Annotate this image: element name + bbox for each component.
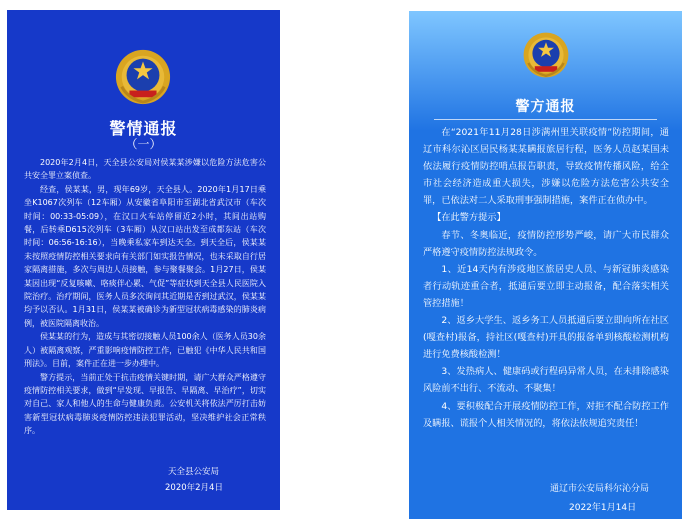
right-paragraph: 在“2021年11月28日涉满州里关联疫情”防控期间，通辽市科尔沁区居民杨某某瞒报旅居行程，医务人员赵某国未依法履行疫情防控哨点报告职责，导致疫情传播风险，给全市社会经济造成重大损失，涉嫌以危险方法危害公共安全罪，已依法对二人采取刑事强制措施，案件正在侦办中。: [423, 127, 669, 207]
right-paragraph: 3、发热病人、健康码或行程码异常人员，在未排除感染风险前不出行、不流动、不聚集！: [423, 366, 669, 395]
left-body: [24, 156, 266, 438]
right-notice-panel: [409, 11, 682, 519]
right-date: 2022年1月14日: [569, 503, 637, 513]
right-body: [423, 124, 669, 432]
right-paragraph: 2、返乡大学生、返乡务工人员抵通后要立即向所在社区(嘎查村)报备，持社区(嘎查村)开具的报备单到核酸检测机构进行免费核酸检测！: [423, 315, 669, 361]
left-notice-panel: [7, 10, 280, 510]
left-subtitle: （一）: [125, 137, 162, 151]
left-date: 2020年2月4日: [165, 483, 223, 493]
left-title: 警情通报: [109, 119, 178, 138]
right-signature: 通辽市公安局科尔沁分局: [550, 484, 650, 494]
right-paragraph: 1、近14天内有涉疫地区旅居史人员、与新冠肺炎感染者行动轨迹重合者，抵通后要立即主动报备，配合落实相关管控措施！: [423, 263, 669, 309]
police-emblem-icon: [114, 48, 172, 106]
police-emblem-icon: [522, 31, 570, 79]
right-paragraph: 4、要积极配合开展疫情防控工作，对拒不配合防控工作及瞒报、谎报个人相关情况的，将依法依规追究责任！: [423, 400, 669, 429]
left-signature: 天全县公安局: [168, 467, 220, 477]
left-paragraph: 侯某某的行为，造成与其密切接触人员100余人（医务人员30余人）被隔离观察，严重影响疫情防控工作，已触犯《中华人民共和国刑法》。目前，案件正在进一步办理中。: [24, 332, 266, 369]
right-title: 警方通报: [515, 99, 576, 115]
left-paragraph: 2020年2月4日，天全县公安局对侯某某涉嫌以危险方法危害公共安全罪立案侦查。: [24, 158, 266, 181]
left-paragraph: 警方提示，当前正处于抗击疫情关键时期，请广大群众严格遵守疫情防控相关要求，做到“早发现、早报告、早隔离、早治疗”，切实对自己、家人和他人的生命与健康负责。公安机关将依法严厉打击妨害新型冠状病毒肺炎疫情防控违法犯罪活动，坚决维护社会正常秩序。: [24, 372, 266, 436]
title-divider: [434, 119, 657, 120]
left-paragraph: 经查，侯某某，男，现年69岁，天全县人。2020年1月17日乘坐K1067次列车（12车厢）从安徽省阜阳市至湖北省武汉市（车次时间：00:33-05:09），在汉口火车站停留近2小时，其间出站购餐，后转乘D615次列车（3车厢）从汉口站出发至成都东站（车次时间：06:56-16:16），当晚乘私家车到达天全。到天全后，侯某某未按照疫情防控相关要求向有关部门如实报告情况，也未采取自行居家隔离措施，多次与周边人员接触，参与聚餐聚会。1月27日，侯某某因出现“反复咳嗽、咯痰伴心累、气促”等症状到天全县人民医院入院治疗。治疗期间，医务人员多次询问其近期是否到过武汉，侯某某均予以否认。1月31日，侯某某被确诊为新型冠状病毒感染的肺炎病例，被医院隔离收治。: [24, 184, 266, 328]
right-paragraph: 春节、冬奥临近，疫情防控形势严峻，请广大市民群众严格遵守疫情防控法规政令。: [423, 229, 669, 258]
right-tip-heading: 【在此警方提示】: [432, 212, 506, 224]
